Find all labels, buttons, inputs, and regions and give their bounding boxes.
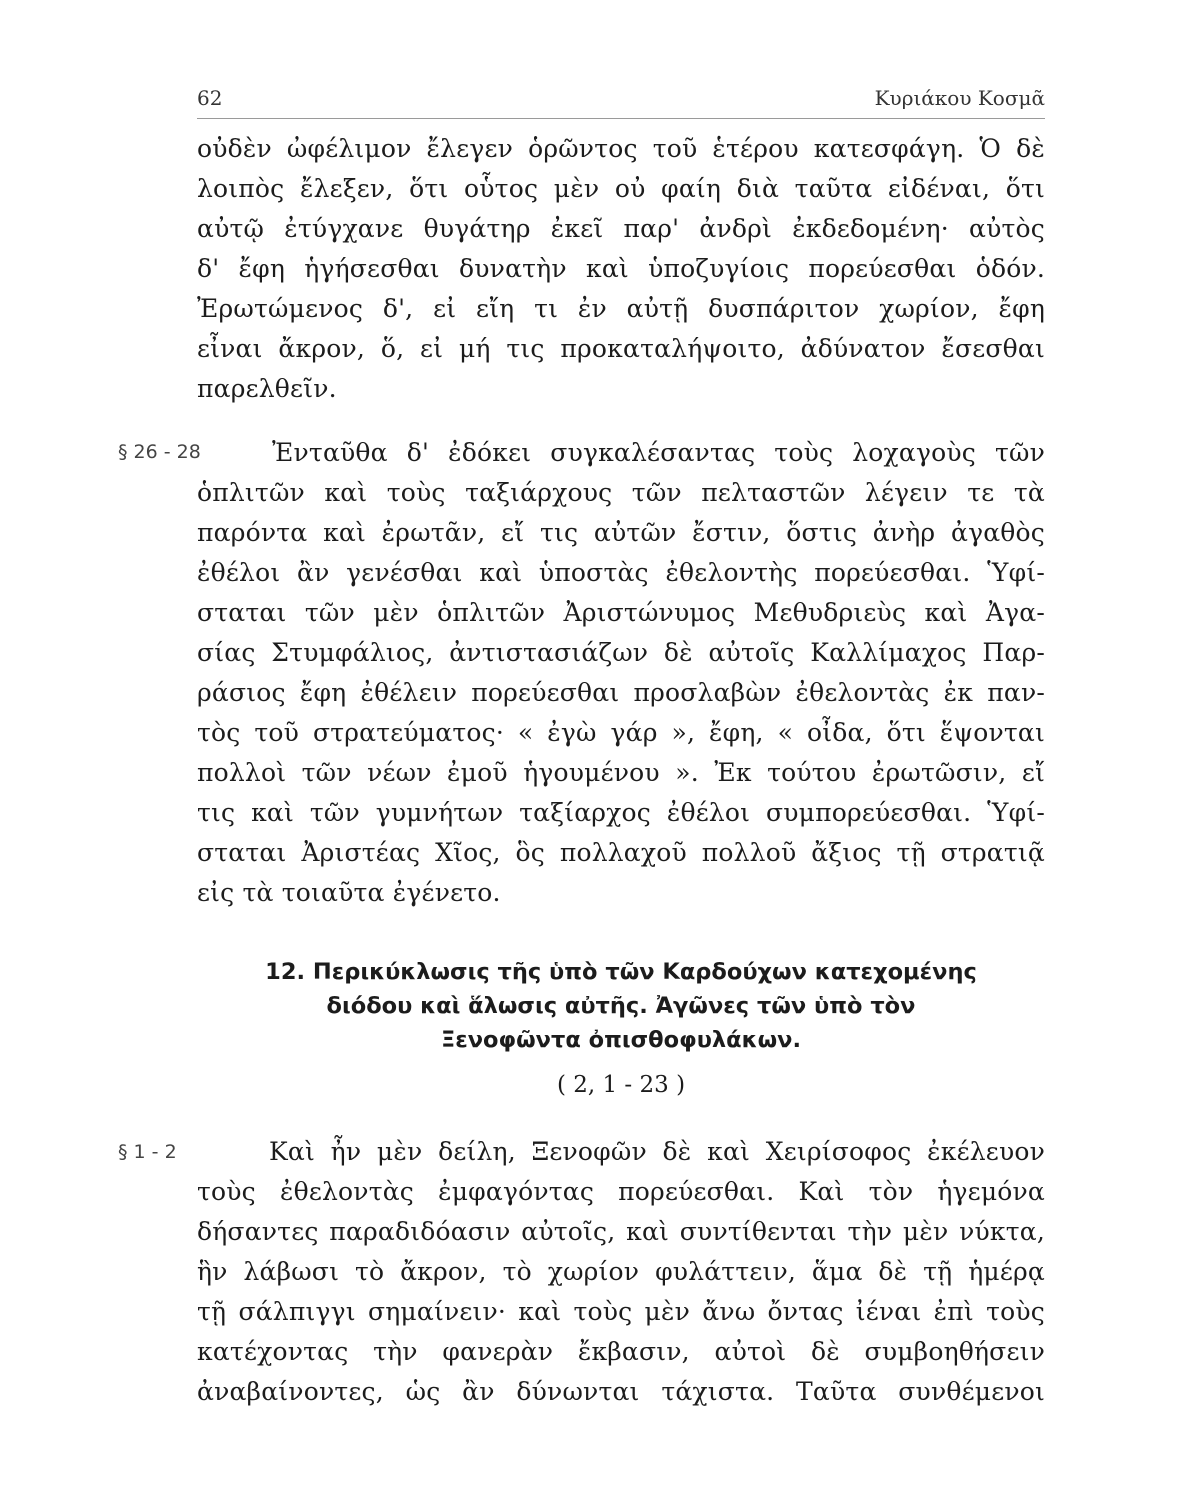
text-line: παρόντα καὶ ἐρωτᾶν, εἴ τις αὐτῶν ἔστιν, ὅστις ἀνὴρ ἀγαθὸς: [197, 518, 1045, 547]
text-line: Ἐνταῦθα δ' ἐδόκει συγκαλέσαντας τοὺς λοχαγοὺς τῶν: [272, 438, 1045, 467]
header-rule: [197, 118, 1045, 119]
text-line: δήσαντες παραδιδόασιν αὐτοῖς, καὶ συντίθενται τὴν μὲν νύκτα,: [197, 1217, 1045, 1246]
text-line: ἣν λάβωσι τὸ ἄκρον, τὸ χωρίον φυλάττειν, ἅμα δὲ τῇ ἡμέρᾳ: [197, 1257, 1045, 1286]
page-number: 62: [197, 86, 223, 110]
text-line: πολλοὶ τῶν νέων ἐμοῦ ἡγουμένου ». Ἐκ τούτου ἐρωτῶσιν, εἴ: [197, 758, 1045, 787]
text-line: οὐδὲν ὠφέλιμον ἔλεγεν ὁρῶντος τοῦ ἑτέρου κατεσφάγη. Ὁ δὲ: [197, 134, 1045, 163]
text-line: τοὺς ἐθελοντὰς ἐμφαγόντας πορεύεσθαι. Καὶ τὸν ἡγεμόνα: [197, 1177, 1045, 1206]
text-line: τις καὶ τῶν γυμνήτων ταξίαρχος ἐθέλοι συμπορεύεσθαι. Ὑφί-: [197, 798, 1045, 827]
text-line: παρελθεῖν.: [197, 374, 337, 403]
text-line: εἰς τὰ τοιαῦτα ἐγένετο.: [197, 878, 501, 907]
text-line: ὁπλιτῶν καὶ τοὺς ταξιάρχους τῶν πελταστῶν λέγειν τε τὰ: [197, 478, 1045, 507]
text-line: αὐτῷ ἐτύγχανε θυγάτηρ ἐκεῖ παρ' ἀνδρὶ ἐκδεδομένη· αὐτὸς: [197, 214, 1045, 243]
text-line: τὸς τοῦ στρατεύματος· « ἐγὼ γάρ », ἔφη, « οἶδα, ὅτι ἕψονται: [197, 718, 1045, 747]
page-header: [197, 82, 1045, 112]
text-line: κατέχοντας τὴν φανερὰν ἔκβασιν, αὐτοὶ δὲ συμβοηθήσειν: [197, 1337, 1045, 1366]
section-heading-line: 12. Περικύκλωσις τῆς ὑπὸ τῶν Καρδούχων κατεχομένης: [265, 959, 977, 985]
text-line: λοιπὸς ἔλεξεν, ὅτι οὗτος μὲν οὐ φαίη διὰ ταῦτα εἰδέναι, ὅτι: [197, 174, 1045, 203]
text-line: εἶναι ἄκρον, ὅ, εἰ μή τις προκαταλήψοιτο, ἀδύνατον ἔσεσθαι: [197, 334, 1045, 363]
section-heading-line: Ξενοφῶντα ὀπισθοφυλάκων.: [440, 1027, 802, 1053]
section-reference: ( 2, 1 - 23 ): [556, 1072, 686, 1098]
text-line: ἀναβαίνοντες, ὡς ἂν δύνωνται τάχιστα. Ταῦτα συνθέμενοι: [197, 1377, 1045, 1406]
text-line: Ἐρωτώμενος δ', εἰ εἴη τι ἐν αὐτῇ δυσπάριτον χωρίον, ἔφη: [197, 294, 1045, 323]
marginal-reference: § 26 - 28: [118, 441, 201, 463]
running-head: Κυριάκου Κοσμᾶ: [874, 86, 1045, 110]
text-line: δ' ἔφη ἡγήσεσθαι δυνατὴν καὶ ὑποζυγίοις πορεύεσθαι ὁδόν.: [197, 254, 1045, 283]
section-heading-line: διόδου καὶ ἅλωσις αὐτῆς. Ἀγῶνες τῶν ὑπὸ τὸν: [326, 993, 916, 1019]
text-line: σταται τῶν μὲν ὁπλιτῶν Ἀριστώνυμος Μεθυδριεὺς καὶ Ἀγα-: [197, 598, 1045, 627]
text-line: ράσιος ἔφη ἐθέλειν πορεύεσθαι προσλαβὼν ἐθελοντὰς ἐκ παν-: [197, 678, 1045, 707]
text-line: τῇ σάλπιγγι σημαίνειν· καὶ τοὺς μὲν ἄνω ὄντας ἰέναι ἐπὶ τοὺς: [197, 1297, 1045, 1326]
text-line: ἐθέλοι ἂν γενέσθαι καὶ ὑποστὰς ἐθελοντὴς πορεύεσθαι. Ὑφί-: [197, 558, 1045, 587]
text-line: Καὶ ἦν μὲν δείλη, Ξενοφῶν δὲ καὶ Χειρίσοφος ἐκέλευον: [269, 1137, 1045, 1166]
marginal-reference: § 1 - 2: [118, 1141, 177, 1163]
text-line: σταται Ἀριστέας Χῖος, ὃς πολλαχοῦ πολλοῦ ἄξιος τῇ στρατιᾷ: [197, 838, 1045, 867]
text-line: σίας Στυμφάλιος, ἀντιστασιάζων δὲ αὐτοῖς Καλλίμαχος Παρ-: [197, 638, 1045, 667]
